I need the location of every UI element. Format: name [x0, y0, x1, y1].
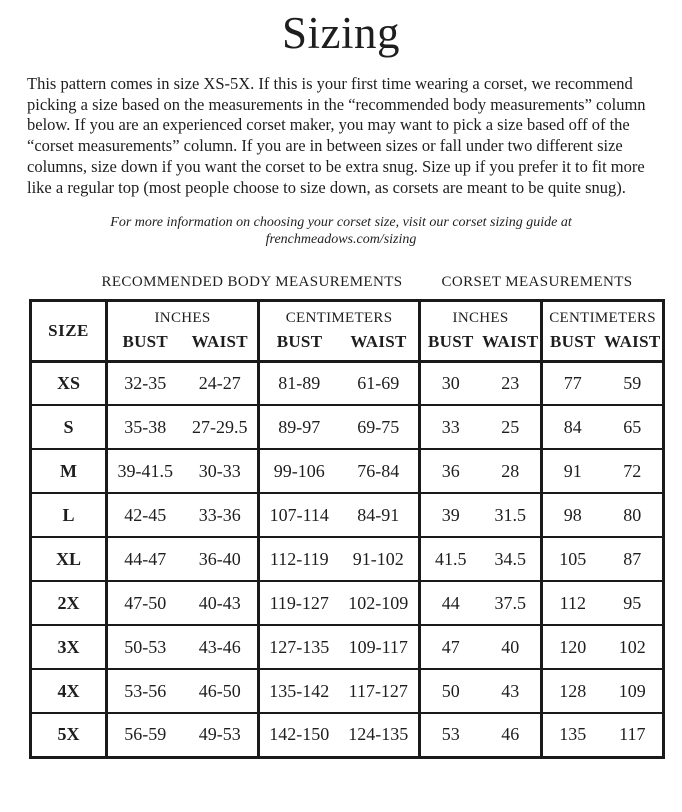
waist-column-header: WAIST — [350, 331, 407, 351]
sizing-guide-note — [0, 214, 682, 248]
measurement-value: 109 — [603, 669, 664, 713]
note-url: frenchmeadows.com/sizing — [265, 231, 417, 247]
measurement-value: 44-47 — [107, 537, 183, 581]
measurement-value: 107-114 — [259, 493, 339, 537]
measurement-value: 99-106 — [259, 449, 339, 493]
unit-label-centimeters: CENTIMETERS — [549, 309, 656, 326]
measurement-value: 142-150 — [259, 713, 339, 757]
measurement-value: 102-109 — [339, 581, 420, 625]
measurement-value: 84-91 — [339, 493, 420, 537]
table-row — [31, 625, 664, 669]
measurement-value: 39 — [420, 493, 481, 537]
corset-centimeters-group-header — [542, 300, 664, 361]
measurement-value: 117 — [603, 713, 664, 757]
measurement-value: 76-84 — [339, 449, 420, 493]
measurement-value: 56-59 — [107, 713, 183, 757]
measurement-value: 127-135 — [259, 625, 339, 669]
body-centimeters-group-header — [259, 300, 420, 361]
sizing-table-header — [31, 300, 664, 361]
measurement-value: 32-35 — [107, 361, 183, 405]
measurement-value: 80 — [603, 493, 664, 537]
measurement-value: 34.5 — [481, 537, 542, 581]
measurement-value: 43-46 — [183, 625, 259, 669]
measurement-value: 46 — [481, 713, 542, 757]
measurement-value: 128 — [542, 669, 603, 713]
measurement-value: 77 — [542, 361, 603, 405]
measurement-value: 53 — [420, 713, 481, 757]
measurement-value: 42-45 — [107, 493, 183, 537]
measurement-value: 36-40 — [183, 537, 259, 581]
measurement-value: 102 — [603, 625, 664, 669]
sizing-table — [29, 299, 665, 759]
table-section-headers — [0, 274, 682, 292]
measurement-value: 84 — [542, 405, 603, 449]
size-label: XS — [56, 372, 80, 393]
measurement-value: 30-33 — [183, 449, 259, 493]
measurement-value: 120 — [542, 625, 603, 669]
measurement-value: 24-27 — [198, 372, 241, 393]
measurement-value: 124-135 — [339, 713, 420, 757]
measurement-value: 135 — [542, 713, 603, 757]
measurement-value: 112-119 — [259, 537, 339, 581]
unit-label-inches: INCHES — [452, 309, 509, 326]
unit-label-centimeters: CENTIMETERS — [285, 309, 393, 326]
measurement-value: 65 — [603, 405, 664, 449]
measurement-value: 41.5 — [420, 537, 481, 581]
measurement-value: 105 — [542, 537, 603, 581]
measurement-value: 98 — [542, 493, 603, 537]
table-row — [31, 713, 664, 757]
header-row — [31, 300, 664, 361]
measurement-value: 59 — [623, 372, 642, 393]
measurement-value: 117-127 — [339, 669, 420, 713]
measurement-value: 31.5 — [481, 493, 542, 537]
size-label: L — [31, 493, 107, 537]
measurement-value: 135-142 — [259, 669, 339, 713]
corset-measurements-section-header: CORSET MEASUREMENTS — [441, 273, 633, 290]
waist-column-header: WAIST — [191, 331, 248, 351]
measurement-value: 50-53 — [107, 625, 183, 669]
measurement-value: 112 — [542, 581, 603, 625]
measurement-value: 87 — [603, 537, 664, 581]
measurement-value: 46-50 — [183, 669, 259, 713]
table-row — [31, 581, 664, 625]
measurement-value: 53-56 — [107, 669, 183, 713]
size-label: 4X — [31, 669, 107, 713]
measurement-value: 40-43 — [183, 581, 259, 625]
measurement-value: 40 — [481, 625, 542, 669]
bust-column-header: BUST — [276, 331, 323, 351]
measurement-value: 23 — [501, 372, 520, 393]
measurement-value: 49-53 — [183, 713, 259, 757]
note-text: For more information on choosing your corset size, visit our corset sizing guide at — [110, 214, 572, 230]
table-row — [31, 537, 664, 581]
measurement-value: 91-102 — [339, 537, 420, 581]
table-row — [31, 405, 664, 449]
measurement-value: 95 — [603, 581, 664, 625]
measurement-value: 91 — [542, 449, 603, 493]
table-row — [31, 449, 664, 493]
measurement-value: 89-97 — [259, 405, 339, 449]
measurement-value: 109-117 — [339, 625, 420, 669]
size-label: M — [31, 449, 107, 493]
bust-column-header: BUST — [122, 331, 169, 351]
measurement-value: 25 — [481, 405, 542, 449]
size-label: 2X — [31, 581, 107, 625]
measurement-value: 69-75 — [339, 405, 420, 449]
measurement-value: 43 — [481, 669, 542, 713]
measurement-value: 61-69 — [357, 372, 400, 393]
measurement-value: 36 — [420, 449, 481, 493]
measurement-value: 44 — [420, 581, 481, 625]
body-inches-group-header — [107, 300, 259, 361]
size-label: 3X — [31, 625, 107, 669]
waist-column-header: WAIST — [482, 331, 539, 351]
measurement-value: 28 — [481, 449, 542, 493]
measurement-value: 39-41.5 — [107, 449, 183, 493]
corset-inches-group-header — [420, 300, 542, 361]
unit-label-inches: INCHES — [154, 309, 211, 326]
size-label: S — [31, 405, 107, 449]
measurement-value: 35-38 — [107, 405, 183, 449]
body-measurements-section-header: RECOMMENDED BODY MEASUREMENTS — [101, 273, 403, 290]
measurement-value: 37.5 — [481, 581, 542, 625]
page-title: Sizing — [281, 8, 400, 58]
measurement-value: 47-50 — [107, 581, 183, 625]
measurement-value: 47 — [420, 625, 481, 669]
measurement-value: 30 — [420, 361, 481, 405]
table-row — [31, 669, 664, 713]
sizing-table-body — [31, 361, 664, 757]
bust-column-header: BUST — [550, 331, 596, 351]
measurement-value: 33 — [420, 405, 481, 449]
table-row — [31, 493, 664, 537]
intro-paragraph: This pattern comes in size XS-5X. If this is your first time wearing a corset, we recommend picking a size based on the measurements in the “recommended body measurements” column below. If you are an experienced corset maker, you may want to pick a size based off of the “corset measurements” column. If you are in between sizes or fall under two different size columns, size down if you want the corset to be extra snug. Size up if you prefer it to fit more like a regular top (most people choose to size down, as corsets are meant to be quite snug). — [27, 73, 646, 197]
measurement-value: 27-29.5 — [183, 405, 259, 449]
size-column-header: SIZE — [31, 300, 107, 361]
measurement-value: 33-36 — [183, 493, 259, 537]
bust-column-header: BUST — [427, 331, 474, 351]
measurement-value: 81-89 — [259, 361, 339, 405]
waist-column-header: WAIST — [604, 331, 661, 351]
size-label: XL — [31, 537, 107, 581]
size-label: 5X — [31, 713, 107, 757]
measurement-value: 50 — [420, 669, 481, 713]
table-row — [31, 361, 664, 405]
measurement-value: 119-127 — [259, 581, 339, 625]
measurement-value: 72 — [603, 449, 664, 493]
